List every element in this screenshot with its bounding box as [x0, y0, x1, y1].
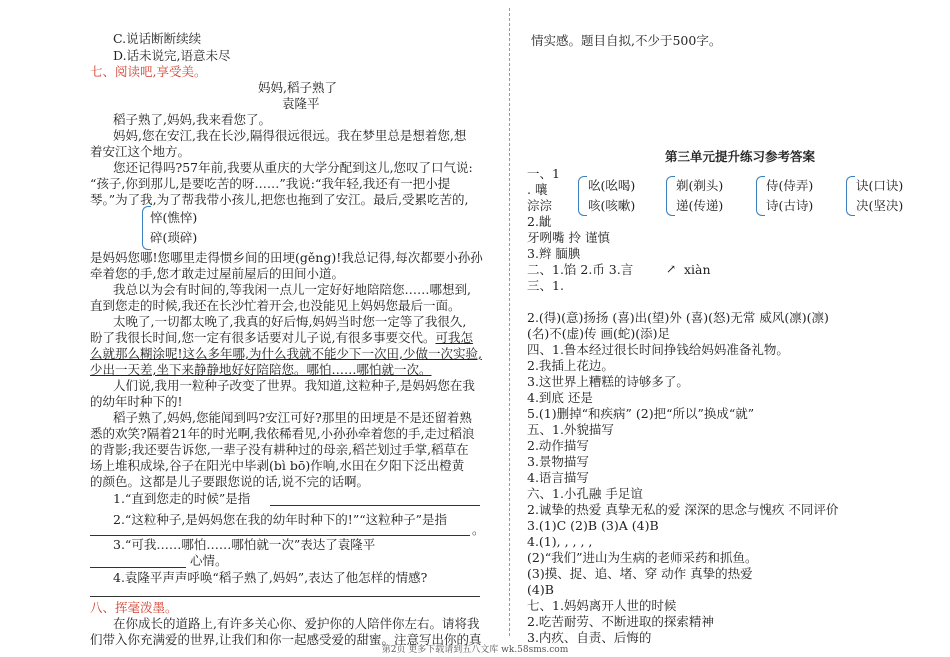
- answer-key-title: 第三单元提升练习参考答案: [665, 149, 816, 164]
- paragraph-line: 的颜色。这都是儿子要跟您说的话,说不完的话啊。: [90, 474, 369, 489]
- answer-line: 3.这世界上糟糕的诗够多了。: [527, 374, 689, 389]
- answer-line: 4.语言描写: [527, 470, 589, 485]
- paragraph-line: 妈妈,您在安江,我在长沙,隔得很远很远。我在梦里总是想着您,想: [113, 128, 467, 143]
- brace-word-2: 碎(琐碎): [150, 230, 198, 245]
- answer-line: 4.(1), , , , ,: [527, 534, 593, 549]
- answer-line: 淙淙: [527, 198, 553, 213]
- paragraph-line: 琴。”为了我,为了帮我带小孩儿,把您也拖到了安江。最后,受累吃苦的,: [90, 192, 469, 207]
- answer-line: 3.景物描写: [527, 454, 589, 469]
- brace-word: 诗(古诗): [766, 198, 814, 213]
- answer-blank[interactable]: [90, 535, 470, 536]
- answer-line: 2.动作描写: [527, 438, 589, 453]
- paragraph-line: 是妈妈您哪!您哪里走得惯乡间的田埂(gěng)!我总记得,每次都要小孙孙: [90, 250, 483, 265]
- paragraph-line: 人们说,我用一粒种子改变了世界。我知道,这粒种子,是妈妈您在我: [113, 378, 475, 393]
- underlined-text: 少出一天差,坐下来静静地好好陪陪您。哪怕……哪怕就一次。: [90, 362, 432, 377]
- article-title: 妈妈,稻子熟了: [258, 80, 337, 95]
- answer-line: 牙咧嘴 拎 谨慎: [527, 230, 610, 245]
- answer-line: 2.龇: [527, 214, 552, 229]
- paragraph-line: 的幼年时种下的!: [90, 394, 183, 409]
- section-7-heading: 七、阅读吧,享受美。: [90, 64, 207, 79]
- answer-line: 2.(得)(意)扬扬 (喜)出(望)外 (喜)(怒)无常 威风(凛)(凛): [527, 310, 829, 325]
- paragraph-line: 稻子熟了,妈妈,您能闻到吗?安江可好?那里的田埂是不是还留着熟: [113, 410, 472, 425]
- question-4: 4.袁隆平声声呼唤“稻子熟了,妈妈”,表达了他怎样的情感?: [113, 570, 428, 585]
- article-author: 袁隆平: [282, 96, 320, 111]
- answer-line: . 嚷: [527, 182, 548, 197]
- paragraph-line: 的背影;我还要告诉您,一辈子没有耕种过的母亲,稻芒划过手掌,稻草在: [90, 442, 469, 457]
- paragraph-line: 您还记得吗?57年前,我要从重庆的大学分配到这儿,您叹了口气说:: [113, 160, 473, 175]
- paragraph-line: 牵着您的手,您才敢走过屋前屋后的田间小道。: [90, 266, 344, 281]
- brace-word: 咳(咳嗽): [588, 198, 636, 213]
- word-brace: [846, 176, 855, 216]
- paragraph-line: 太晚了,一切都太晚了,我真的好后悔,妈妈当时您一定等了我很久,: [113, 314, 467, 329]
- paragraph-line: 稻子熟了,妈妈,我来看您了。: [113, 112, 271, 127]
- question-1: 1.“直到您走的时候”是指: [113, 491, 251, 506]
- paragraph-line: 盼了我很长时间,您一定有很多话要对儿子说,有很多事要交代。可我怎: [90, 330, 473, 345]
- answer-line: 二、1.馅 2.币 3.言: [527, 262, 634, 277]
- answer-blank[interactable]: [90, 596, 480, 597]
- paragraph-line: 着安江这个地方。: [90, 144, 191, 159]
- answer-line: 四、1.鲁本经过很长时间挣钱给妈妈准备礼物。: [527, 342, 789, 357]
- pinyin: xiàn: [684, 262, 711, 277]
- answer-line: 5.(1)删掉“和疾病” (2)把“所以”换成“就”: [527, 406, 755, 421]
- column-divider: [509, 8, 510, 636]
- pen-icon: ↗: [666, 262, 677, 276]
- brace-word: 剃(剃头): [676, 178, 724, 193]
- answer-line: 2.吃苦耐劳、不断进取的探索精神: [527, 614, 714, 629]
- answer-line: 七、1.妈妈离开人世的时候: [527, 598, 677, 613]
- answer-line: 2.我插上花边。: [527, 358, 614, 373]
- word-brace: [756, 176, 765, 216]
- brace-word: 侍(侍弄): [766, 178, 814, 193]
- question-2-end: 。: [472, 522, 485, 537]
- answer-line: 3.(1)C (2)B (3)A (4)B: [527, 518, 659, 533]
- option-c: C.说话断断续续: [113, 31, 202, 46]
- writing-prompt-line: 们带入你充满爱的世界,让我们和你一起感受爱的甜蜜。注意写出你的真: [90, 632, 482, 647]
- answer-line: (2)“我们”进山为生病的老师采药和抓鱼。: [527, 550, 758, 565]
- answer-line: 六、1.小孔融 手足谊: [527, 486, 643, 501]
- paragraph-line: 我总以为会有时间的,等我闲一点儿一定好好地陪陪您……哪想到,: [113, 282, 471, 297]
- brace-word: 决(坚决): [856, 198, 904, 213]
- option-d: D.话未说完,语意未尽: [113, 48, 231, 63]
- paragraph-line: 场上堆积成垛,谷子在阳光中毕剥(bì bō)作响,水田在夕阳下泛出橙黄: [90, 458, 465, 473]
- answer-blank[interactable]: [90, 567, 186, 568]
- answer-line: (名)不(虚)传 画(蛇)(添)足: [527, 326, 670, 341]
- writing-prompt-end: 情实感。题目自拟,不少于500字。: [531, 33, 722, 48]
- paragraph-line: 直到您走的时候,我还在长沙忙着开会,也没能见上妈妈您最后一面。: [90, 298, 461, 313]
- underlined-text: 可我怎: [435, 330, 473, 345]
- answer-line: 2.诚挚的热爱 真挚无私的爱 深深的思念与愧疚 不同评价: [527, 502, 839, 517]
- answer-line: 4.到底 还是: [527, 390, 593, 405]
- question-3-end: 心情。: [190, 553, 228, 568]
- brace-word-1: 悴(憔悴): [150, 210, 198, 225]
- word-brace: [666, 176, 675, 216]
- answer-line: 三、1.: [527, 278, 564, 293]
- question-3: 3.“可我……哪怕……哪怕就一次”表达了袁隆平: [113, 537, 376, 552]
- page-footer: 第2页 更多下载请到五八文库 wk.58sms.com: [381, 645, 569, 655]
- brace-word: 递(传递): [676, 198, 724, 213]
- brace-word: 吆(吆喝): [588, 178, 636, 193]
- paragraph-line: 悉的欢笑?隔着21年的时光啊,我依稀看见,小孙孙牵着您的手,走过稻浪: [90, 426, 475, 441]
- answer-blank[interactable]: [270, 505, 480, 506]
- paragraph-line: “孩子,你到那儿,是要吃苦的呀……”我说:“我年轻,我还有一把小提: [90, 176, 451, 191]
- answer-line: 一、1: [527, 166, 560, 181]
- answer-line: (3)摸、捉、追、堵、穿 动作 真挚的热爱: [527, 566, 753, 581]
- section-8-heading: 八、挥毫泼墨。: [90, 600, 178, 615]
- question-2: 2.“这粒种子,是妈妈您在我的幼年时种下的!”“这粒种子”是指: [113, 512, 447, 527]
- answer-line: 五、1.外貌描写: [527, 422, 614, 437]
- brace-word: 诀(口诀): [856, 178, 904, 193]
- answer-line: 3.辫 腼腆: [527, 246, 581, 261]
- underlined-text: 么就那么糊涂呢!这么多年哪,为什么我就不能少下一次田,少做一次实验,: [90, 346, 482, 361]
- writing-prompt-line: 在你成长的道路上,有许多关心你、爱护你的人陪伴你左右。请将我: [113, 616, 480, 631]
- answer-line: 3.内疚、自责、后悔的: [527, 630, 652, 645]
- word-brace: [578, 176, 587, 216]
- answer-line: (4)B: [527, 582, 554, 597]
